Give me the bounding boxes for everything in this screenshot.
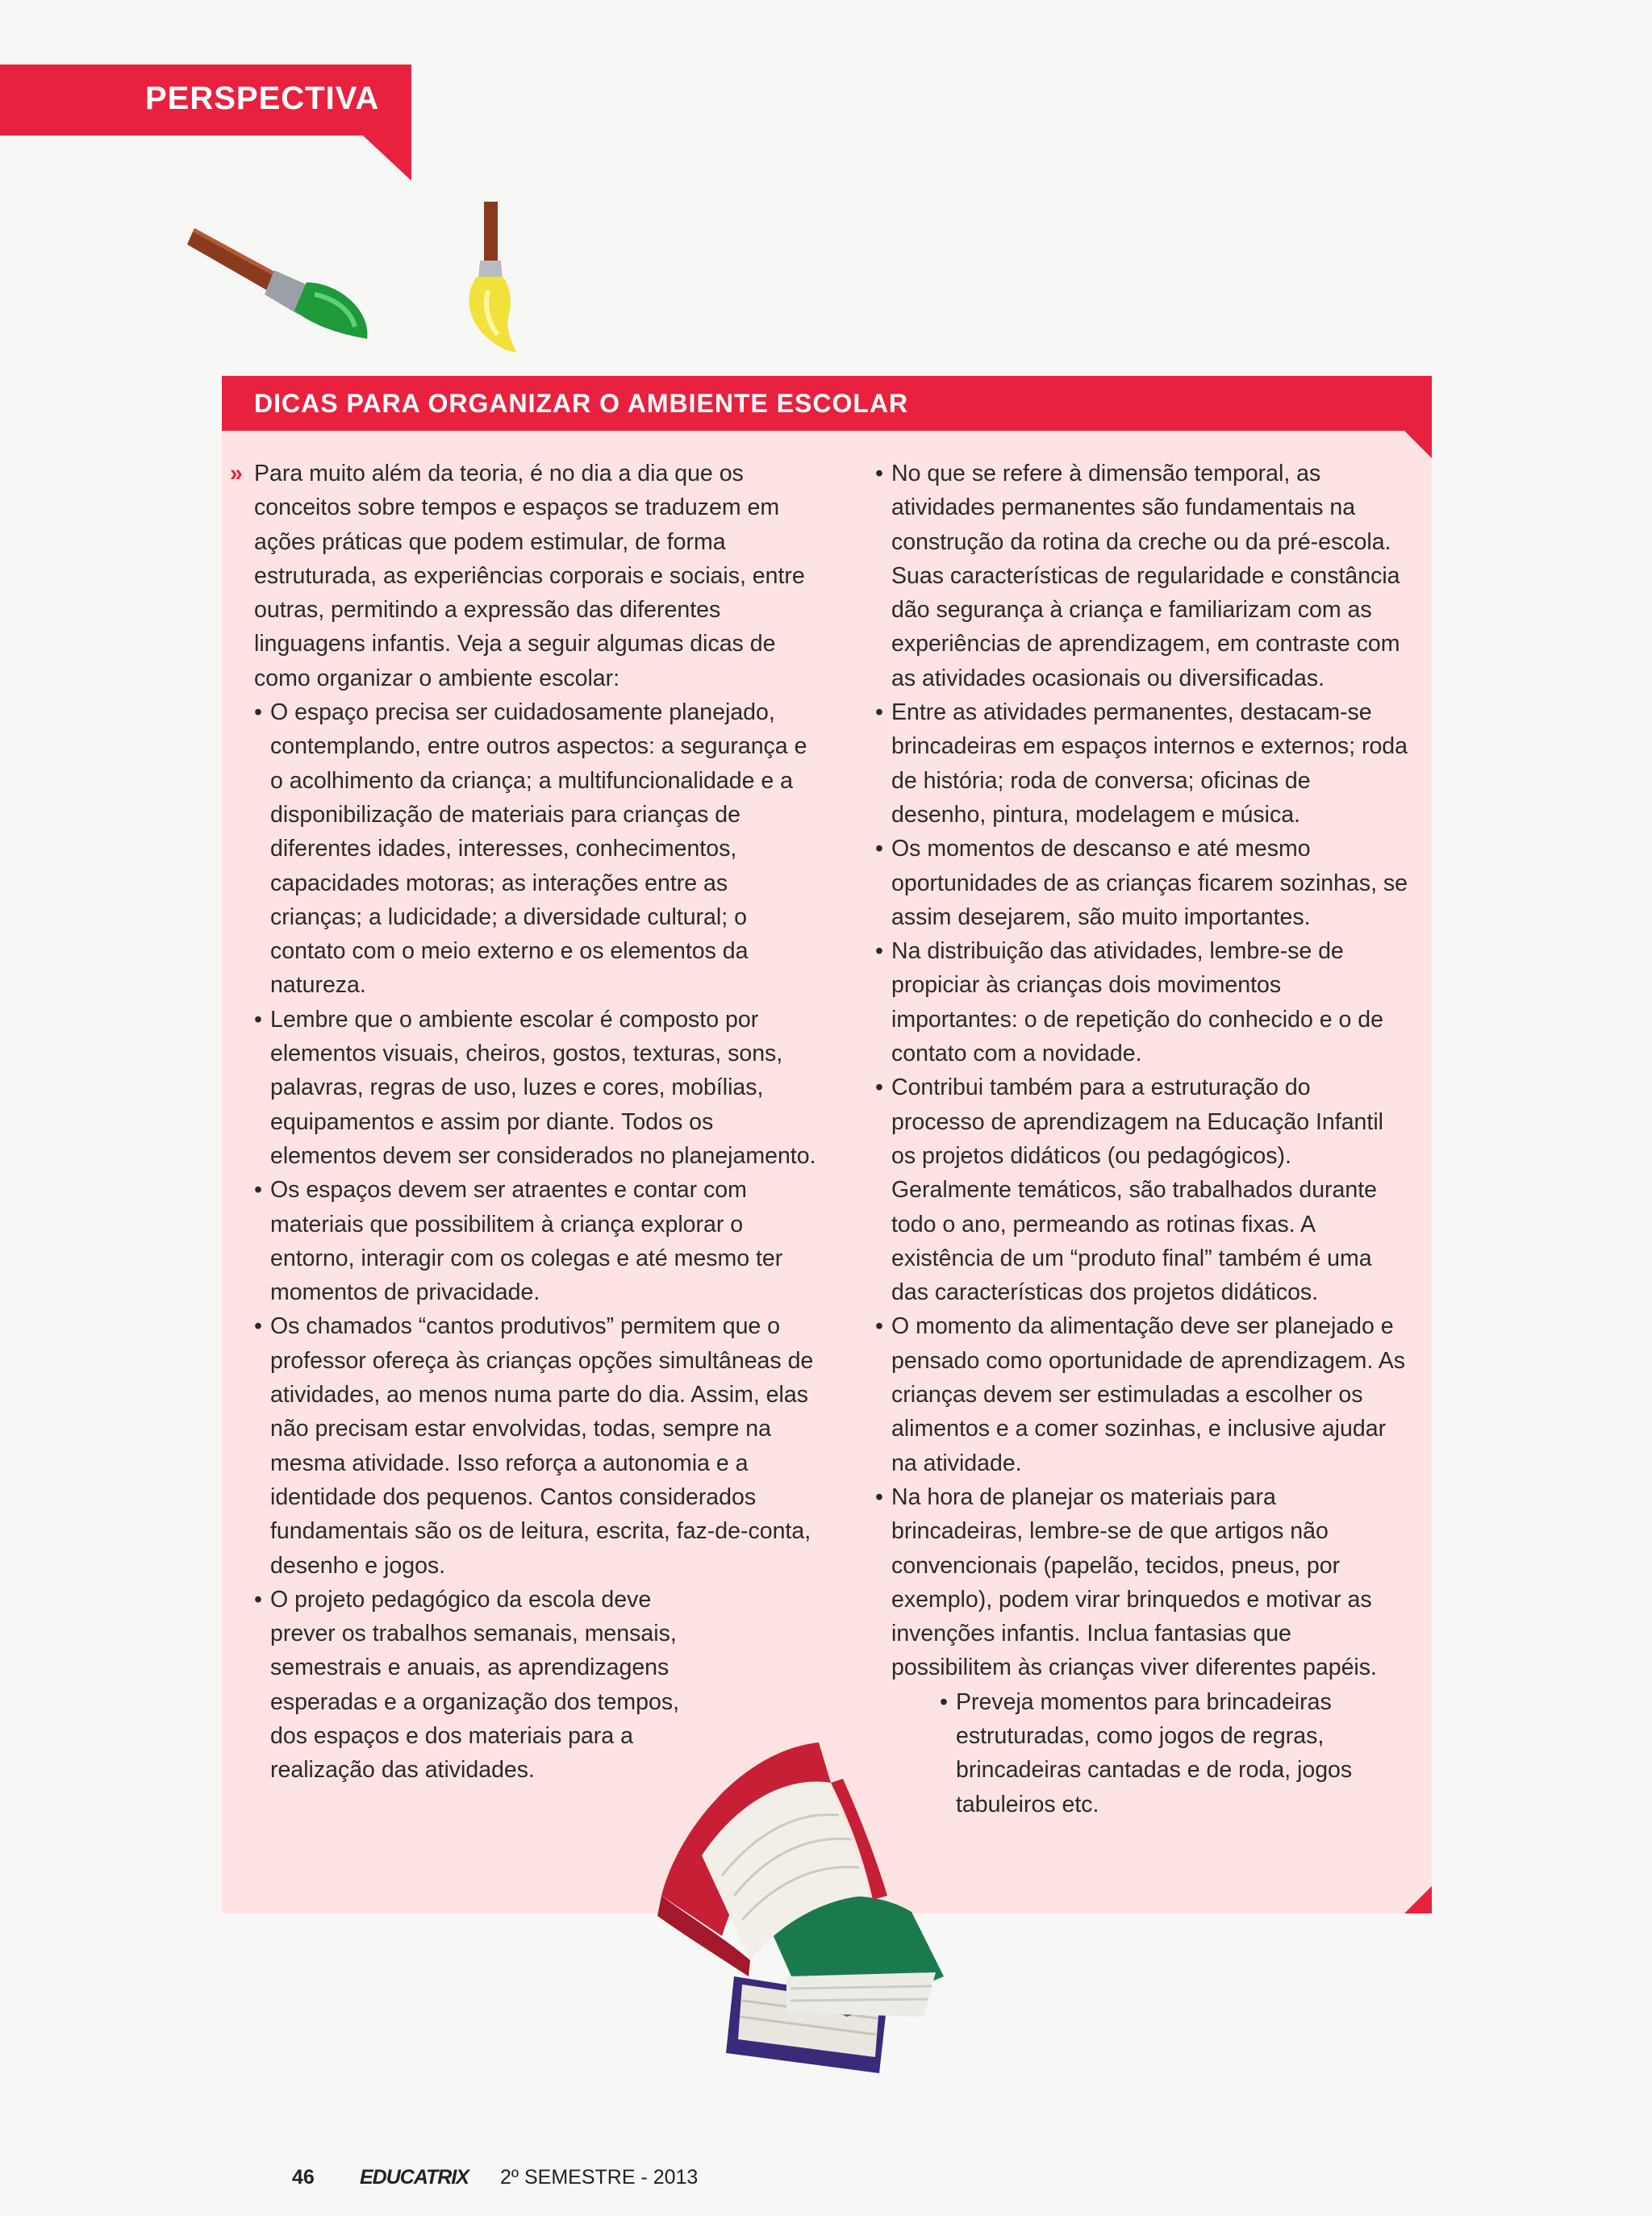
green-paintbrush-image — [177, 206, 379, 347]
list-item-text: No que se refere à dimensão temporal, as atividades permanentes são fundamentais na construção da rotina da creche ou da pré-escola. Suas características de regularidade e constância dão segurança à criança e familiarizam com as experiências de aprendizagem, em contraste com as atividades ocasionais ou diversificadas. — [891, 461, 1400, 691]
list-item-text: Na hora de planejar os materiais para brincadeiras, lembre-se de que artigos não convencionais (papelão, tecidos, pneus, por exemplo), podem virar brinquedos e motivar as invenções infantis. Inclua fantasias que possibilitem às crianças viver diferentes papéis. — [891, 1484, 1377, 1681]
list-item-text: Preveja momentos para brincadeiras estruturadas, como jogos de regras, brincadeiras cantadas e de roda, jogos tabuleiros etc. — [956, 1688, 1353, 1817]
section-title: PERSPECTIVA — [145, 81, 380, 116]
list-item-text: Os momentos de descanso e até mesmo oportunidades de as crianças ficarem sozinhas, se assim desejarem, são muito importantes. — [891, 836, 1408, 930]
list-item — [254, 695, 819, 1003]
list-item-text: O espaço precisa ser cuidadosamente planejado, contemplando, entre outros aspectos: a segurança e o acolhimento da criança; a multifuncionalidade e a disponibilização de materiais para crianças de diferentes idades, interesses, conhecimentos, capacidades motoras; as interações entre as crianças; a ludicidade; a diversidade cultural; o contato com o meio externo e os elementos da natureza. — [270, 699, 807, 999]
list-item — [875, 457, 1408, 695]
bullet-marker: • — [875, 1484, 883, 1510]
list-item — [875, 934, 1408, 1070]
bullet-marker: • — [940, 1688, 948, 1715]
list-item-text: O momento da alimentação deve ser planejado e pensado como oportunidade de aprendizagem. As crianças devem ser estimuladas a escolher os alimentos e a comer sozinhas, e inclusive ajudar na atividade. — [891, 1313, 1405, 1476]
books-stack-image — [645, 1734, 1016, 2097]
edition-label: 2º SEMESTRE - 2013 — [500, 2166, 699, 2189]
list-item — [875, 1309, 1408, 1479]
bullet-marker: • — [254, 1313, 262, 1340]
bullet-marker: • — [875, 1075, 883, 1101]
bullet-marker: • — [875, 461, 883, 486]
tips-box — [222, 376, 1432, 1913]
bullet-marker: • — [254, 1177, 262, 1204]
list-item-text: Na distribuição das atividades, lembre-se de propiciar às crianças dois movimentos importantes: o de repetição do conhecido e o de contato com a novidade. — [891, 938, 1383, 1067]
list-item — [254, 1003, 819, 1173]
page-number: 46 — [292, 2166, 315, 2189]
bullet-marker: • — [254, 699, 262, 726]
bullet-marker: • — [254, 1006, 262, 1033]
list-item-text: Contribui também para a estruturação do processo de aprendizagem na Educação Infantil os projetos didáticos (ou pedagógicos). Geralmente temáticos, são trabalhados durante todo o ano, permeando as rotinas fixas. A existência de um “produto final” também é uma das características dos projetos didáticos. — [891, 1075, 1383, 1306]
list-item-text: Os espaços devem ser atraentes e contar com materiais que possibilitem à criança explorar o entorno, interagir com os colegas e até mesmo ter momentos de privacidade. — [270, 1177, 783, 1306]
bullet-marker: • — [875, 699, 883, 726]
list-item — [254, 1309, 819, 1582]
list-item-text: Lembre que o ambiente escolar é composto por elementos visuais, cheiros, gostos, texturas, sons, palavras, regras de uso, luzes e cores, mobílias, equipamentos e assim por diante. Todos os elementos devem ser considerados no planejamento. — [270, 1006, 816, 1169]
right-column — [875, 457, 1408, 1822]
intro-paragraph — [230, 457, 819, 695]
bullet-marker: • — [875, 1313, 883, 1340]
list-item — [875, 1480, 1408, 1685]
yellow-paintbrush-image — [448, 198, 536, 355]
left-column — [230, 457, 819, 1788]
tips-box-title: DICAS PARA ORGANIZAR O AMBIENTE ESCOLAR — [254, 389, 909, 418]
intro-marker: » — [230, 461, 243, 486]
intro-text: Para muito além da teoria, é no dia a dia que os conceitos sobre tempos e espaços se traduzem em ações práticas que podem estimular, de forma estruturada, as experiências corporais e sociais, entre outras, permitindo a expressão das diferentes linguagens infantis. Veja a seguir algumas dicas de como organizar o ambiente escolar: — [254, 461, 805, 691]
list-item-text: O projeto pedagógico da escola deve prever os trabalhos semanais, mensais, semestrais e anuais, as aprendizagens esperadas e a organização dos tempos, dos espaços e dos materiais para a realização das atividades. — [270, 1586, 679, 1784]
list-item — [875, 1070, 1408, 1309]
box-corner-decoration — [1404, 431, 1432, 458]
tips-box-header — [222, 376, 1432, 431]
list-item — [875, 695, 1408, 832]
section-tag-tail — [363, 136, 411, 181]
box-corner-decoration — [1404, 1886, 1432, 1913]
section-tag — [0, 65, 411, 136]
bullet-marker: • — [254, 1586, 262, 1613]
magazine-logo: EDUCATRIX — [360, 2166, 469, 2189]
bullet-marker: • — [875, 836, 883, 862]
bullet-marker: • — [875, 938, 883, 965]
list-item-text: Entre as atividades permanentes, destacam-se brincadeiras em espaços internos e externos; roda de história; roda de conversa; oficinas de desenho, pintura, modelagem e música. — [891, 699, 1408, 828]
list-item — [254, 1173, 819, 1309]
list-item — [875, 832, 1408, 934]
list-item-text: Os chamados “cantos produtivos” permitem que o professor ofereça às crianças opções simultâneas de atividades, ao menos numa parte do dia. Assim, elas não precisam estar envolvidas, todas, sempre na mesma atividade. Isso reforça a autonomia e a identidade dos pequenos. Cantos considerados fundamentais são os de leitura, escrita, faz-de-conta, desenho e jogos. — [270, 1313, 814, 1579]
